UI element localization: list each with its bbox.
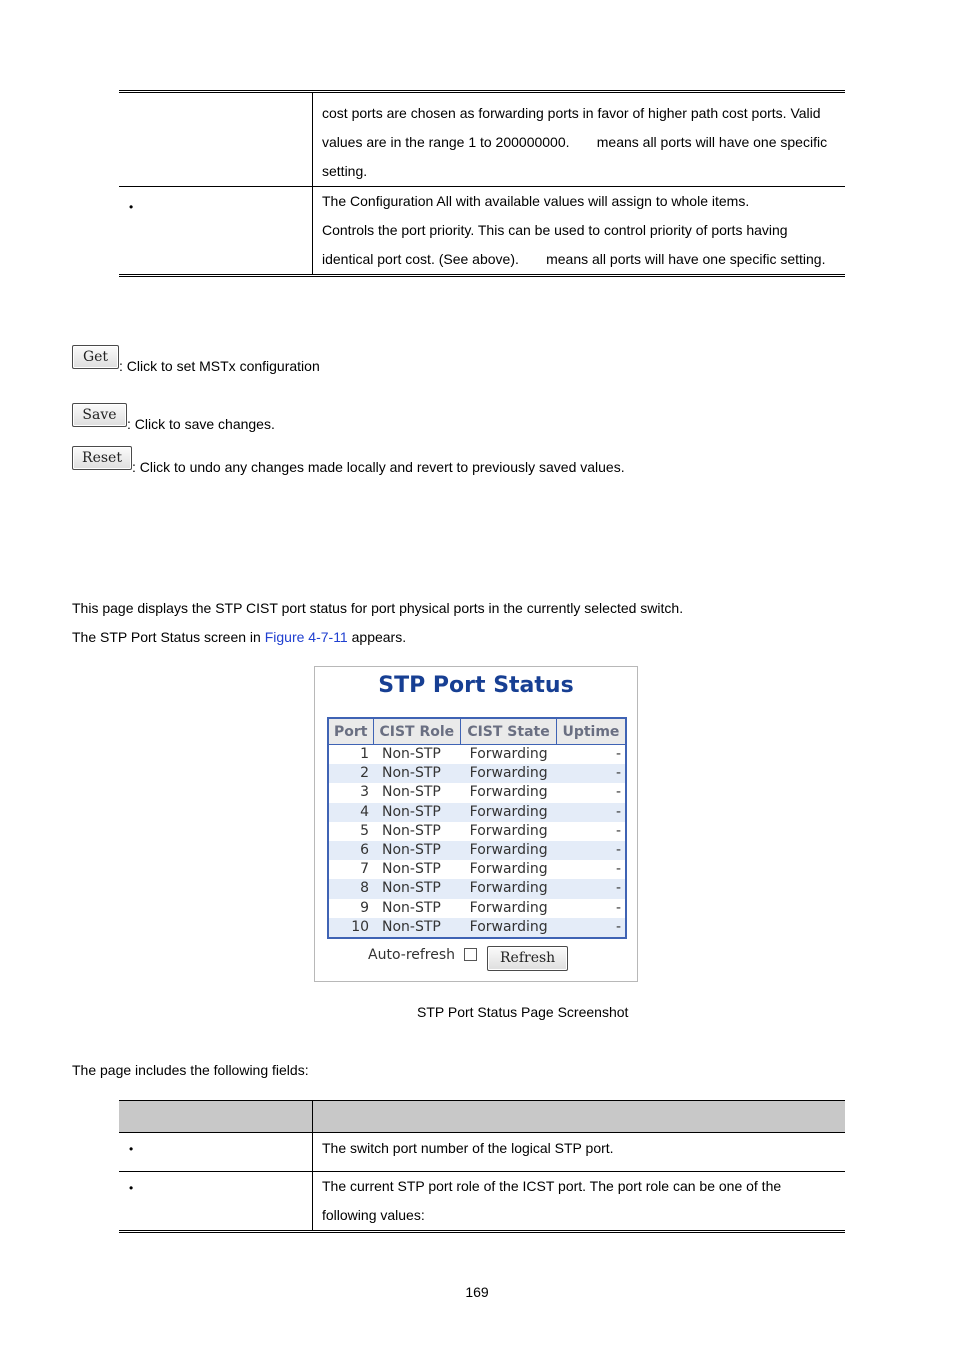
state-cell: Forwarding: [469, 784, 548, 801]
table-row: [328, 783, 626, 802]
page-number: 169: [465, 1284, 489, 1300]
table-row: [328, 879, 626, 898]
port-cell: 5: [360, 822, 370, 839]
header-cist-state: CIST State: [461, 718, 557, 745]
role-cell: Non-STP: [373, 803, 461, 822]
table-cell-parameter: [119, 187, 313, 276]
table-header-row: [328, 718, 626, 745]
role-cell: Non-STP: [373, 841, 461, 860]
role-cell: Non-STP: [382, 822, 441, 839]
role-cell: Non-STP: [382, 861, 441, 878]
table-row: [328, 841, 626, 860]
fields-intro: The page includes the following fields:: [72, 1062, 309, 1078]
state-cell: Forwarding: [461, 841, 557, 860]
uptime-cell: -: [615, 784, 621, 801]
port-cell: 10: [328, 918, 373, 938]
state-cell: Forwarding: [461, 918, 557, 938]
state-cell: Forwarding: [469, 822, 548, 839]
port-cell: 7: [360, 861, 370, 878]
state-cell: Forwarding: [461, 879, 557, 898]
bullet-icon: •: [129, 200, 134, 214]
stp-status-table: [327, 717, 627, 939]
intro-figure-reference: The STP Port Status screen in Figure 4-7-11 appears.: [72, 629, 407, 645]
auto-refresh-checkbox[interactable]: [464, 948, 477, 961]
auto-refresh-label: Auto-refresh: [368, 947, 456, 963]
table-row: [119, 1172, 845, 1232]
intro-paragraph: This page displays the STP CIST port status for port physical ports in the currently selected switch.: [72, 600, 684, 616]
header-uptime: Uptime: [556, 718, 626, 745]
port-cell: 2: [328, 764, 373, 783]
port-cell: 1: [360, 746, 370, 763]
table-row: [119, 1133, 845, 1172]
figure-link[interactable]: Figure 4-7-11: [264, 629, 348, 645]
header-object: [119, 1101, 313, 1133]
uptime-cell: -: [556, 879, 626, 898]
table-row: [328, 745, 626, 765]
table-cell-parameter: [119, 92, 313, 187]
role-cell: Non-STP: [373, 879, 461, 898]
header-cist-role: CIST Role: [373, 718, 461, 745]
role-cell: Non-STP: [382, 746, 441, 763]
uptime-cell: -: [615, 822, 621, 839]
bullet-icon: •: [129, 1142, 134, 1156]
port-cell: 4: [328, 803, 373, 822]
port-cell: 8: [328, 879, 373, 898]
table-cell-description: The Configuration All with available values will assign to whole items. Controls the port priority. This can be used to control priority of ports having identical port cost. (See above). means all ports will have one specific setting.: [322, 193, 826, 267]
table-row: [328, 803, 626, 822]
table-row: [328, 822, 626, 841]
uptime-cell: -: [615, 899, 621, 916]
page-title: STP Port Status: [378, 673, 574, 698]
uptime-cell: -: [556, 764, 626, 783]
state-cell: Forwarding: [469, 746, 548, 763]
get-button-description: : Click to set MSTx configuration: [119, 358, 320, 374]
state-cell: Forwarding: [461, 803, 557, 822]
role-cell: Non-STP: [373, 918, 461, 938]
fields-table: [119, 1100, 845, 1233]
state-cell: Forwarding: [461, 764, 557, 783]
table-cell-description: cost ports are chosen as forwarding ports in favor of higher path cost ports. Valid values are in the range 1 to 200000000. means all ports will have one specific setting.: [313, 92, 846, 187]
table-row: [328, 860, 626, 879]
figure-caption: STP Port Status Page Screenshot: [417, 1004, 629, 1020]
role-cell: Non-STP: [373, 764, 461, 783]
state-cell: Forwarding: [469, 861, 548, 878]
uptime-cell: -: [556, 803, 626, 822]
field-description: The switch port number of the logical STP port.: [313, 1133, 846, 1172]
port-cell: 6: [328, 841, 373, 860]
port-cell: 3: [360, 784, 370, 801]
uptime-cell: -: [556, 918, 626, 938]
get-button[interactable]: Get: [72, 345, 119, 369]
role-cell: Non-STP: [382, 899, 441, 916]
save-button-description: : Click to save changes.: [127, 416, 275, 432]
field-description: The current STP port role of the ICST port. The port role can be one of the following values:: [322, 1178, 782, 1223]
table-row: [328, 918, 626, 938]
uptime-cell: -: [556, 841, 626, 860]
reset-button-description: : Click to undo any changes made locally and revert to previously saved values.: [132, 459, 625, 475]
table-row: [328, 764, 626, 783]
state-cell: Forwarding: [469, 899, 548, 916]
role-cell: Non-STP: [382, 784, 441, 801]
refresh-button[interactable]: Refresh: [487, 946, 568, 971]
bullet-icon: •: [129, 1181, 134, 1195]
header-description: [313, 1101, 846, 1133]
uptime-cell: -: [615, 861, 621, 878]
save-button[interactable]: Save: [72, 403, 127, 427]
port-cell: 9: [360, 899, 370, 916]
reset-button[interactable]: Reset: [72, 446, 132, 470]
uptime-cell: -: [615, 746, 621, 763]
stp-port-status-screenshot: [314, 666, 638, 982]
table-header-row: [119, 1101, 845, 1133]
table-row: [328, 899, 626, 918]
header-port: Port: [328, 718, 373, 745]
description-table-top: [119, 90, 845, 277]
